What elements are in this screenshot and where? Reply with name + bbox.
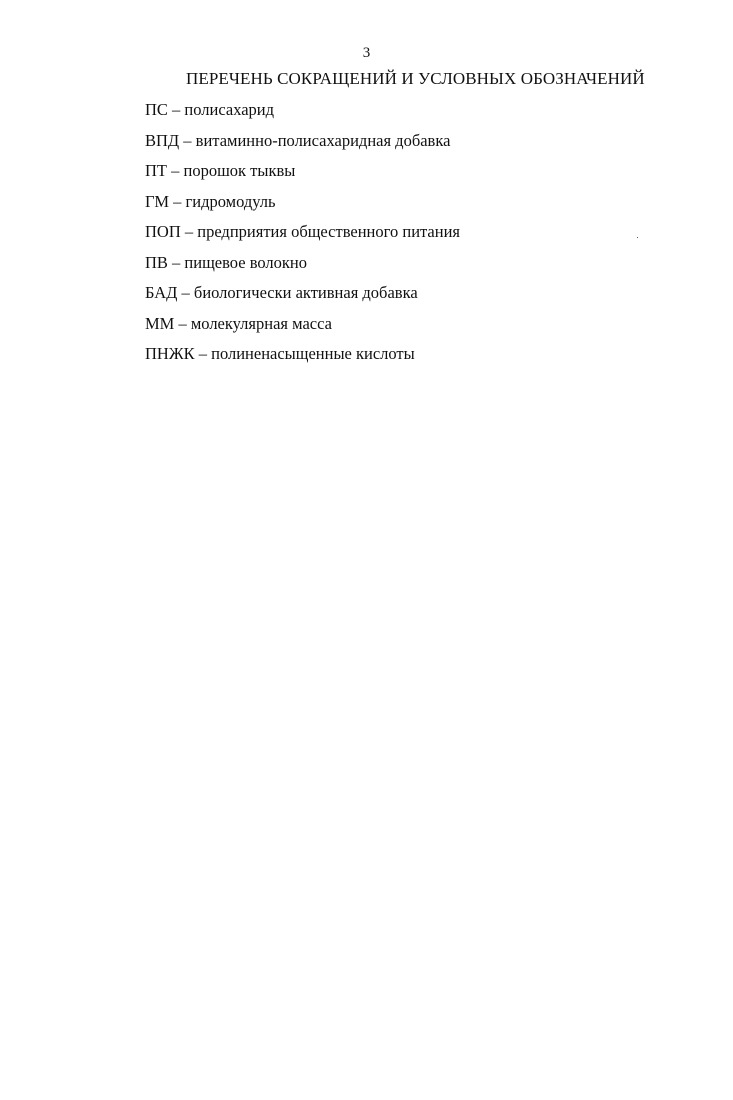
page-number: 3: [362, 45, 371, 61]
page-title: ПЕРЕЧЕНЬ СОКРАЩЕНИЙ И УСЛОВНЫХ ОБОЗНАЧЕНИЙ: [186, 69, 645, 88]
abbreviation-item: ММ – молекулярная масса: [145, 313, 332, 333]
abbreviation-item: ПОП – предприятия общественного питания: [145, 222, 461, 241]
abbreviation-item: БАД – биологически активная добавка: [145, 283, 418, 302]
abbreviation-item: ПВ – пищевое волокно: [145, 252, 307, 272]
scan-speck: [637, 237, 638, 238]
abbreviation-item: ПТ – порошок тыквы: [145, 161, 296, 180]
abbreviation-list: [145, 100, 460, 375]
abbreviation-item: ВПД – витаминно-полисахаридная добавка: [145, 130, 451, 150]
abbreviation-item: ГМ – гидромодуль: [145, 191, 276, 211]
abbreviation-item: ПС – полисахарид: [145, 100, 275, 119]
abbreviation-item: ПНЖК – полиненасыщенные кислоты: [145, 344, 415, 363]
